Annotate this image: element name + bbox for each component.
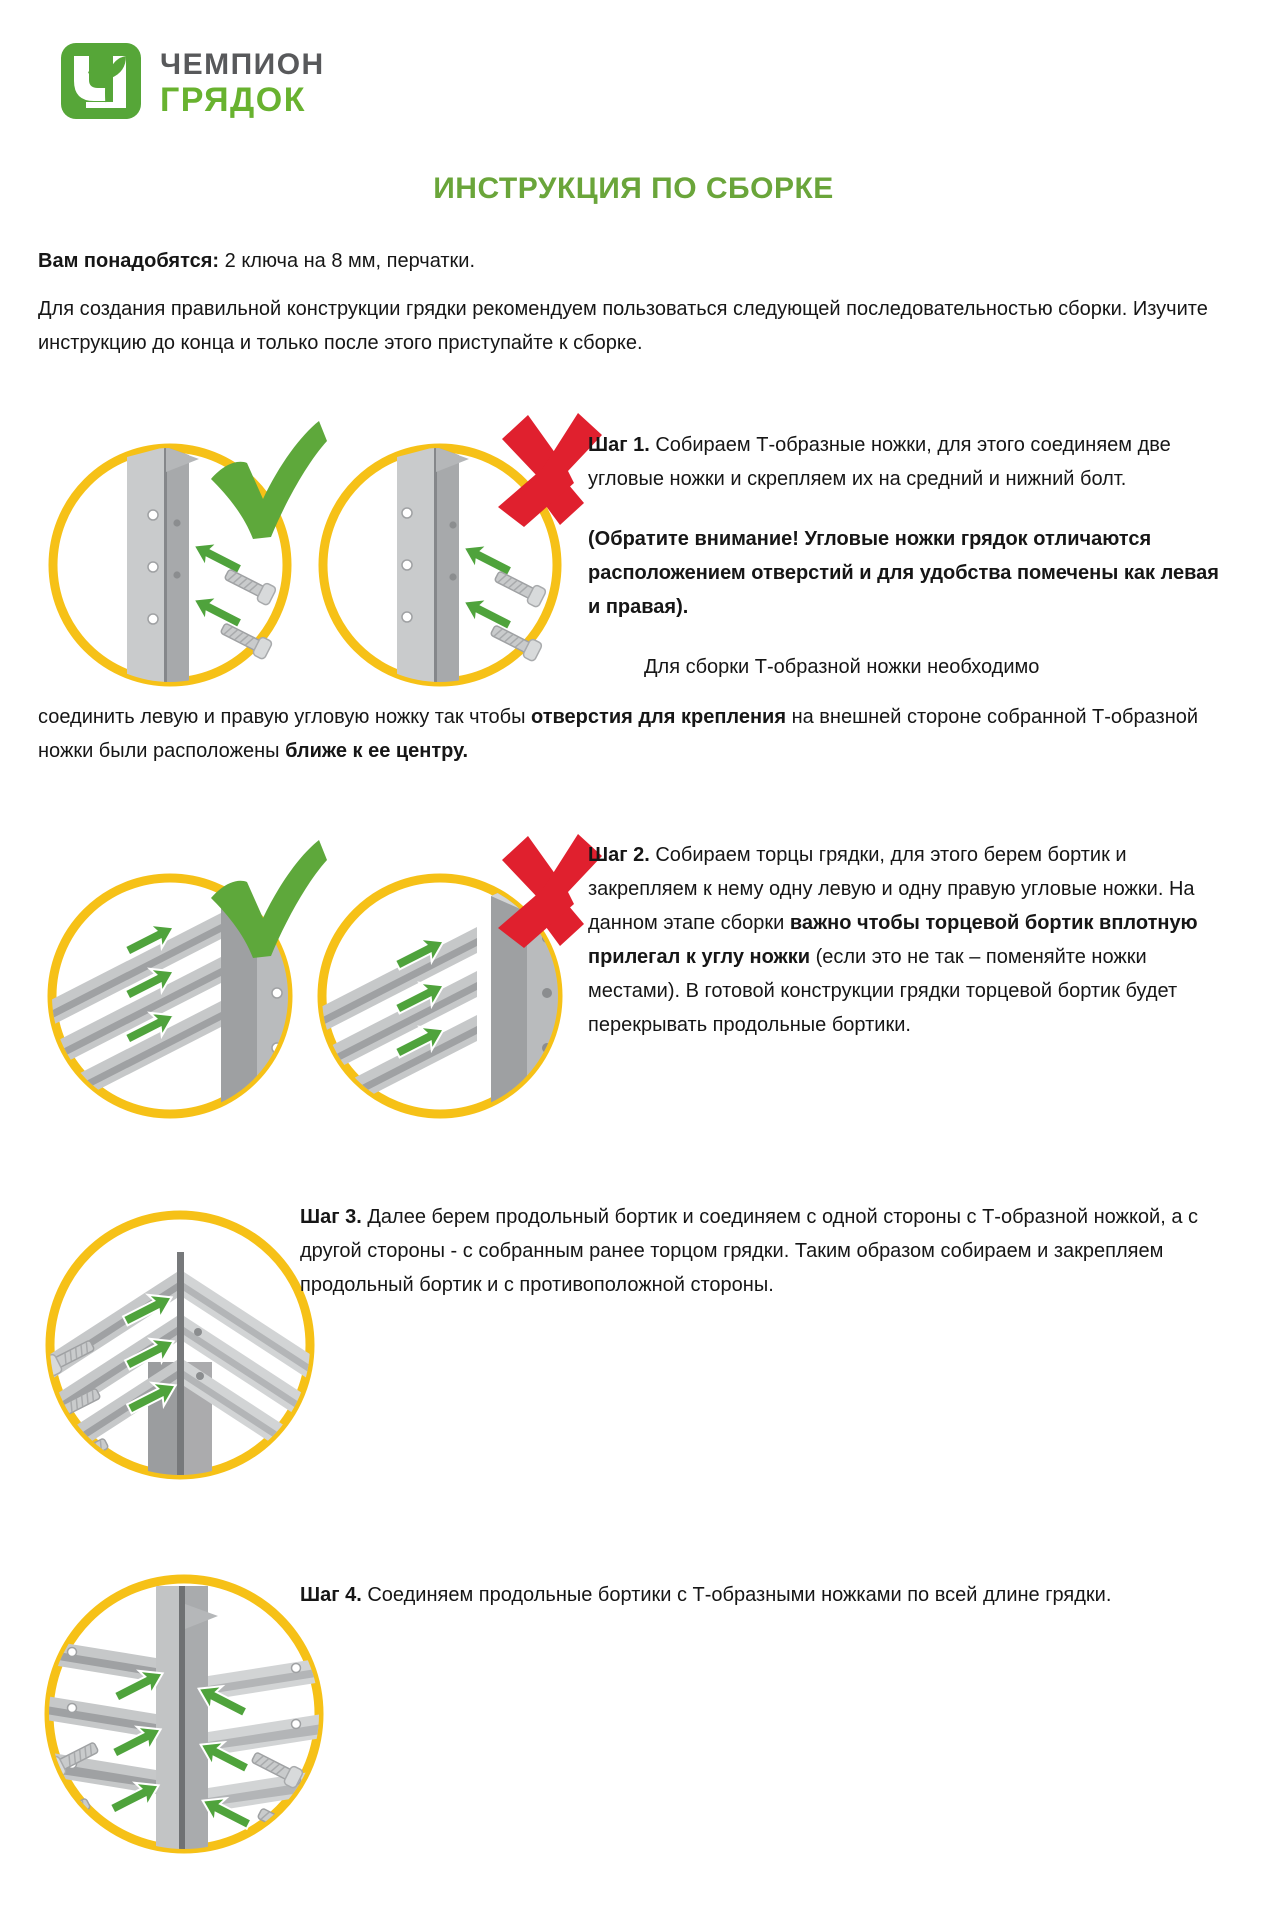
step1-note: (Обратите внимание! Угловые ножки грядок отличаются расположением отверстий и для удобства помечены как левая и правая). — [588, 528, 1219, 618]
step1-paragraph: Шаг 1. Собираем Т-образные ножки, для этого соединяем две угловые ножки и скрепляем их на средний и нижний болт. — [588, 434, 1171, 490]
tools-text: 2 ключа на 8 мм, перчатки. — [219, 250, 476, 272]
bolt-icon — [38, 1794, 93, 1835]
step2-text — [588, 838, 1236, 1042]
t-leg-correct — [127, 447, 199, 685]
intro-paragraph: Для создания правильной конструкции грядки рекомендуем пользоваться следующей последовательностью сборки. Изучите инструкцию до конца и только после этого приступайте к сборке. — [38, 298, 1208, 354]
step1-cont-intro: Для сборки Т-образной ножки необходимо — [644, 656, 1040, 678]
brand-line1: ЧЕМПИОН — [160, 48, 325, 81]
step2-label: Шаг 2. — [588, 844, 650, 866]
step4-paragraph: Шаг 4. Соединяем продольные бортики с Т-образными ножками по всей длине грядки. — [300, 1584, 1112, 1606]
step3-text — [300, 1200, 1245, 1302]
t-leg-wrong — [397, 447, 469, 685]
step3-illustration — [28, 1192, 338, 1512]
step1-continuation: соединить левую и правую угловую ножку так чтобы отверстия для крепления на внешней стороне собранной Т-образной ножки были расположены ближе к ее центру. — [38, 706, 1199, 762]
step3-label: Шаг 3. — [300, 1206, 362, 1228]
step4-text — [300, 1578, 1245, 1612]
step4-label: Шаг 4. — [300, 1584, 362, 1606]
step1-illustration — [25, 395, 625, 725]
page-title: ИНСТРУКЦИЯ ПО СБОРКЕ — [433, 172, 834, 205]
step2-illustration — [25, 818, 625, 1163]
tools-label: Вам понадобятся: — [38, 250, 220, 272]
brand-line2: ГРЯДОК — [160, 81, 306, 119]
bolt-icon — [570, 1060, 625, 1101]
step3-paragraph: Шаг 3. Далее берем продольный бортик и соединяем с одной стороны с Т-образной ножкой, а с другой стороны - с собранным ранее торцом грядки. Таким образом собираем и закрепляем продольный бортик и с противоположной стороны. — [300, 1206, 1199, 1296]
step1-text — [588, 428, 1236, 684]
cross-icon — [498, 834, 602, 948]
logo-icon — [60, 42, 142, 122]
step2-paragraph: Шаг 2. Собираем торцы грядки, для этого берем бортик и закрепляем к нему одну левую и одну правую угловые ножки. На данном этапе сборки важно чтобы торцевой бортик вплотную прилегал к углу ножки (если это не так – поменяйте ножки местами). В готовой конструкции грядки торцевой бортик будет перекрывать продольные бортики. — [588, 844, 1198, 1036]
step1-label: Шаг 1. — [588, 434, 650, 456]
tools-paragraph — [38, 244, 1234, 278]
